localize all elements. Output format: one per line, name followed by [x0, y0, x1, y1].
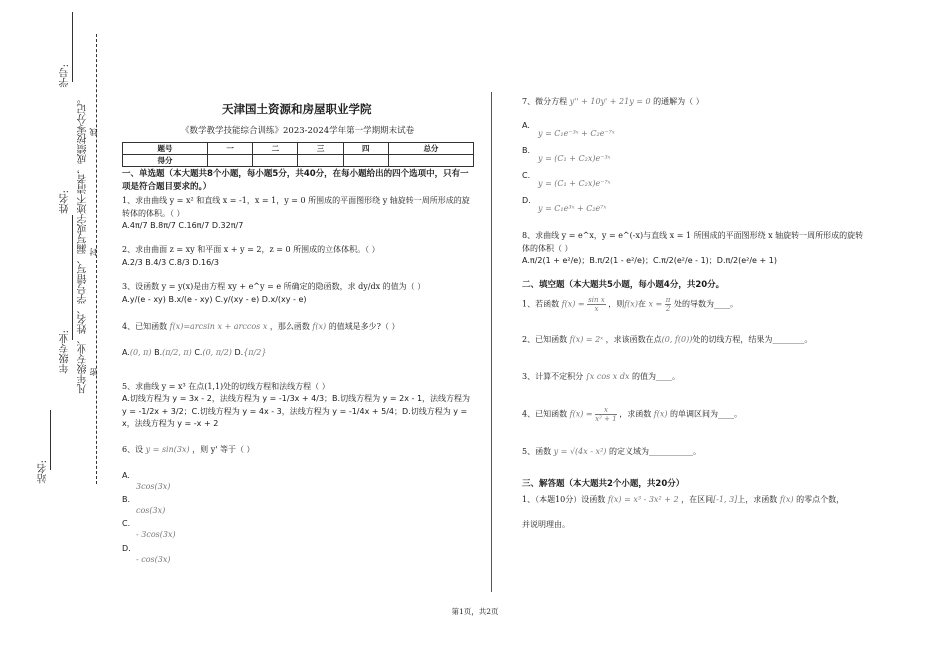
fill-3-post: 的值为____。	[632, 372, 681, 381]
score-cell: 得分	[123, 155, 208, 167]
page-footer: 第1页，共2页	[451, 607, 499, 616]
question-7	[522, 95, 867, 108]
solve-1-post: 的零点个数，	[796, 495, 845, 504]
score-cell: 总分	[388, 143, 473, 155]
fill-5-post: 的定义域为___________。	[608, 447, 701, 456]
question-4-options	[122, 347, 266, 359]
q6-option-d-value	[136, 554, 171, 566]
solve-1	[522, 493, 867, 506]
fill-1-mid: ，则	[608, 299, 625, 309]
fill-2-formula: f(x) = 2ˣ	[569, 335, 604, 344]
question-1-options: A.4π/7 B.8π/7 C.16π/7 D.32π/7	[122, 221, 244, 230]
name-label: 姓名:	[60, 190, 71, 214]
q6-option-b	[122, 494, 130, 506]
solve-1-pre: 1、（本题10分）设函数	[522, 495, 606, 504]
fill-1-pre: 1、若函数	[522, 299, 560, 309]
name-underline	[72, 215, 73, 285]
q4-option-a: A.	[122, 348, 130, 357]
q7-option-b-value	[538, 153, 611, 165]
q7-option-c: C.	[522, 171, 531, 180]
solve-1-mid: ，在区间	[681, 495, 714, 504]
score-cell	[298, 155, 343, 167]
q6-text-pre: 6、设	[122, 445, 144, 454]
station-underline	[50, 410, 51, 470]
q7-option-c-value	[538, 178, 611, 190]
solve-1-line-2: 并说明理由。	[522, 520, 570, 529]
score-cell	[343, 155, 388, 167]
score-cell	[388, 155, 473, 167]
score-cell: 二	[253, 143, 298, 155]
fill-4-post: 的单调区间为____。	[670, 409, 743, 419]
q7-option-a: A.	[522, 121, 530, 130]
section-3-title: 三、解答题（本大题共2个小题，共20分）	[522, 479, 685, 489]
score-cell	[253, 155, 298, 167]
fill-1-mid2: 在	[637, 299, 646, 309]
q4-option-c-value: (0, π/2)	[202, 348, 232, 357]
class-underline	[72, 280, 73, 340]
q4-option-c: C.	[194, 348, 203, 357]
question-3-options: A.y/(e - xy) B.x/(e - xy) C.y/(xy - e) D.x/(xy - e)	[122, 295, 307, 304]
question-2-options: A.2/3 B.4/3 C.8/3 D.16/3	[122, 258, 219, 267]
q4-formula-2: f(x)	[312, 322, 327, 331]
fill-2	[522, 333, 867, 346]
score-table-header-row	[123, 143, 474, 155]
seal-mark-3: 线	[89, 128, 98, 136]
binding-note: 凡年级专业、姓名、学号错写、漏写或字迹不清者，成绩按零分记。	[78, 94, 89, 394]
score-table-score-row	[123, 155, 474, 167]
question-4	[122, 320, 474, 333]
solve-1-mid2: 上，求函数	[737, 495, 778, 504]
q6-option-b-value	[136, 505, 165, 517]
score-cell: 三	[298, 143, 343, 155]
q4-option-b: B.	[154, 348, 163, 357]
q6-option-c-formula: - 3cos(3x)	[136, 530, 176, 539]
q6-option-b-label: B.	[122, 495, 131, 504]
school-name: 天津国土资源和房屋职业学院	[222, 102, 372, 116]
fill-4-mid: ，求函数	[619, 409, 652, 419]
seal-mark: 密	[89, 368, 98, 376]
solve-1-formula: f(x) = x³ - 3x² + 2	[607, 495, 679, 504]
fill-2-pre: 2、已知函数	[522, 335, 568, 344]
question-6	[122, 443, 474, 456]
solve-1-formula-2: f(x)	[779, 495, 794, 504]
student-id-label: 学号:	[60, 64, 71, 88]
q4-option-a-value: (0, π)	[129, 348, 152, 357]
question-2: 2、求由曲面 z = xy 和平面 x + y = 2，z = 0 所围成的立体体积。（ ）	[122, 245, 380, 254]
q4-option-d: D.	[234, 348, 244, 357]
q6-option-a	[122, 470, 130, 482]
seal-mark-2: 封	[89, 248, 98, 256]
binding-margin	[0, 0, 110, 672]
q4-text-post: 的值域是多少?（ ）	[328, 322, 400, 331]
fill-1-fraction: $\frac{\text{sin x}}{x}$	[588, 296, 605, 313]
section-2-title: 二、填空题（本大题共5小题，每小题4分，共20分。	[522, 280, 725, 290]
fill-1: 1、若函数 f(x) = $\frac{\text{sin x}}{x}$ ，则f(x)在 x = $\frac{\pi}{2}$ 处的导数为____。	[522, 296, 738, 313]
q6-option-a-value	[136, 481, 170, 493]
class-label: 年级专业:	[60, 330, 71, 374]
question-3: 3、设函数 y = y(x)是由方程 xy + e^y = e 所确定的隐函数，求 dy/dx 的值为（ ）	[122, 282, 426, 291]
q6-option-c-label: C.	[122, 519, 131, 528]
exam-subtitle: 《数学教学技能综合训练》2023-2024学年第一学期期末试卷	[181, 126, 415, 136]
q7-option-b-formula: y = (C₁ + C₂x)e⁻³ˣ	[538, 154, 611, 163]
question-8: 8、求曲线 y = e^x，y = e^(-x)与直线 x = 1 所围成的平面图形绕 x 轴旋转一周所形成的旋转体的体积（ ）	[522, 231, 864, 253]
fill-4: 4、已知函数 f(x) = $\frac{x}{\text{x² + 1}}$ ，求函数 f(x) 的单调区间为____。	[522, 406, 743, 423]
q7-formula: y'' + 10y' + 21y = 0	[569, 97, 651, 106]
station-label: 站名:	[38, 460, 49, 484]
question-5: 5、求曲线 y = x³ 在点(1,1)处的切线方程和法线方程（ ）	[122, 382, 330, 391]
fill-4-formula-2: f(x)	[653, 409, 668, 419]
score-cell: 四	[343, 143, 388, 155]
q6-option-d	[122, 543, 131, 555]
fill-4-fraction: $\frac{x}{\text{x² + 1}}$	[595, 406, 617, 423]
fill-2-post: 处的切线方程，结果为________。	[692, 335, 813, 344]
q7-option-b: B.	[522, 146, 531, 155]
fill-3	[522, 370, 867, 383]
q4-option-b-value: (π/2, π)	[162, 348, 192, 357]
q6-option-a-label: A.	[122, 471, 130, 480]
q4-formula: f(x)=arcsin x + arccos x	[169, 322, 268, 331]
score-cell	[208, 155, 253, 167]
fill-4-pre: 4、已知函数	[522, 409, 568, 419]
column-divider	[491, 92, 492, 592]
q7-option-d-formula: y = C₁e³ˣ + C₂e⁷ˣ	[538, 204, 607, 213]
q4-text-mid: ，那么函数	[269, 322, 310, 331]
q6-formula: y = sin(3x)	[145, 445, 190, 454]
q7-option-d-value	[538, 203, 606, 215]
q6-option-c-value	[136, 529, 176, 541]
fill-3-formula: ∫x cos x dx	[585, 372, 630, 381]
score-table	[122, 142, 474, 167]
score-cell: 题号	[123, 143, 208, 155]
question-8-options: A.π/2(1 + e²/e)；B.π/2(1 - e²/e)；C.π/2(e²/e - 1)；D.π/2(e²/e + 1)	[522, 256, 777, 265]
q6-option-b-formula: cos(3x)	[136, 506, 166, 515]
solve-1-interval: [-1, 3]	[713, 495, 738, 504]
fill-1-post: 处的导数为____。	[673, 299, 738, 309]
fill-2-point: (0, f(0))	[661, 335, 693, 344]
q7-option-a-value	[538, 128, 615, 140]
section-1-title: 一、单选题（本大题共8个小题，每小题5分，共40分，在每小题给出的四个选项中，只有一项是符合题目要求的。）	[122, 169, 469, 192]
q6-option-c	[122, 518, 130, 530]
q4-text-pre: 4、已知函数	[122, 322, 168, 331]
q7-option-c-formula: y = (C₁ + C₂x)e⁻⁷ˣ	[538, 179, 611, 188]
fill-1-point-fraction: $\frac{\pi}{2}$	[665, 296, 671, 313]
q6-text-post: ，则 y' 等于（ ）	[192, 445, 255, 454]
q6-option-d-label: D.	[122, 544, 131, 553]
q7-text-post: 的通解为（ ）	[653, 97, 704, 106]
q4-option-d-value: {π/2}	[243, 348, 267, 357]
question-5-options: A.切线方程为 y = 3x - 2，法线方程为 y = -1/3x + 4/3；B.切线方程为 y = 2x - 1，法线方程为 y = -1/2x + 3/2；C.切线方程为 y = 4x - 3，法线方程为 y = -1/4x + 5/4；D.切线方程为 y = x，法线方程为 y = -x + 2	[122, 394, 471, 428]
q7-text-pre: 7、微分方程	[522, 97, 568, 106]
question-1: 1、求由曲线 y = x² 和直线 x = -1，x = 1，y = 0 所围成的平面图形绕 y 轴旋转一周所形成的旋转体的体积。（ ）	[122, 196, 470, 218]
fill-5	[522, 445, 867, 458]
score-cell: 一	[208, 143, 253, 155]
q6-option-a-formula: 3cos(3x)	[136, 482, 171, 491]
fill-5-formula: y = √(4x - x²)	[553, 447, 607, 456]
seal-dashed-line	[96, 34, 97, 484]
q7-option-a-formula: y = C₁e⁻³ˣ + C₂e⁻⁷ˣ	[538, 129, 615, 138]
q6-option-d-formula: - cos(3x)	[136, 555, 171, 564]
fill-2-mid: ，求该函数在点	[605, 335, 662, 344]
q7-option-d: D.	[522, 196, 531, 205]
fill-5-pre: 5、函数	[522, 447, 552, 456]
fill-3-pre: 3、计算不定积分	[522, 372, 584, 381]
student-id-underline	[72, 12, 73, 82]
